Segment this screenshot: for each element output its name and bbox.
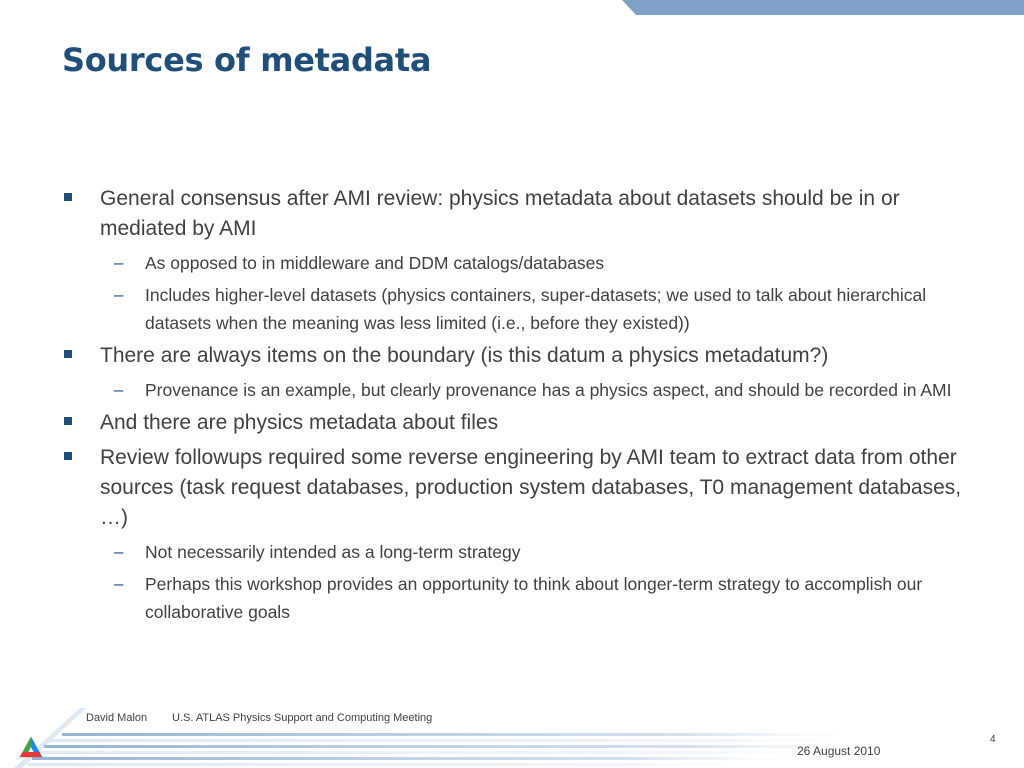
bullet-text: Review followups required some reverse engineering by AMI team to extract data from other sources (task request databases, production system databases, T0 management databases, …)	[100, 446, 962, 529]
bullet-item	[62, 184, 962, 244]
square-bullet-icon	[64, 193, 72, 201]
top-band	[622, 0, 1024, 15]
footer-event: U.S. ATLAS Physics Support and Computing Meeting	[172, 712, 433, 724]
bullet-text: And there are physics metadata about files	[100, 411, 499, 434]
square-bullet-icon	[64, 350, 72, 358]
sub-bullet-text: Provenance is an example, but clearly provenance has a physics aspect, and should be recorded in AMI	[145, 380, 952, 400]
dash-bullet-icon: –	[114, 380, 124, 399]
bullet-item	[62, 341, 962, 371]
bullet-text: General consensus after AMI review: physics metadata about datasets should be in or mediated by AMI	[100, 187, 900, 240]
dash-bullet-icon: –	[114, 542, 124, 561]
bullet-item	[62, 443, 962, 533]
argonne-triangle-logo	[18, 736, 44, 760]
dash-bullet-icon: –	[114, 285, 124, 304]
sub-bullet-text: Includes higher-level datasets (physics containers, super-datasets; we used to talk about hierarchical datasets when the meaning was less limited (i.e., before they existed))	[145, 285, 927, 333]
sub-bullet-item	[62, 249, 962, 277]
sub-bullet-text: Not necessarily intended as a long-term strategy	[145, 542, 521, 562]
sub-bullet-item	[62, 281, 962, 337]
page-number: 4	[990, 734, 996, 745]
bullet-text: There are always items on the boundary (is this datum a physics metadatum?)	[100, 344, 829, 367]
square-bullet-icon	[64, 452, 72, 460]
dash-bullet-icon: –	[114, 574, 124, 593]
square-bullet-icon	[64, 417, 72, 425]
dash-bullet-icon: –	[114, 253, 124, 272]
sub-bullet-item	[62, 376, 962, 404]
footer-band	[0, 708, 1024, 768]
sub-bullet-item	[62, 538, 962, 566]
bullet-item	[62, 408, 962, 438]
sub-bullet-item	[62, 570, 962, 626]
footer-date: 26 August 2010	[797, 744, 881, 758]
slide-title: Sources of metadata	[62, 41, 432, 79]
footer-author: David Malon	[86, 712, 148, 724]
slide-content	[62, 184, 962, 630]
sub-bullet-text: Perhaps this workshop provides an opportunity to think about longer-term strategy to accomplish our collaborative goals	[145, 574, 923, 622]
sub-bullet-text: As opposed to in middleware and DDM catalogs/databases	[145, 253, 605, 273]
